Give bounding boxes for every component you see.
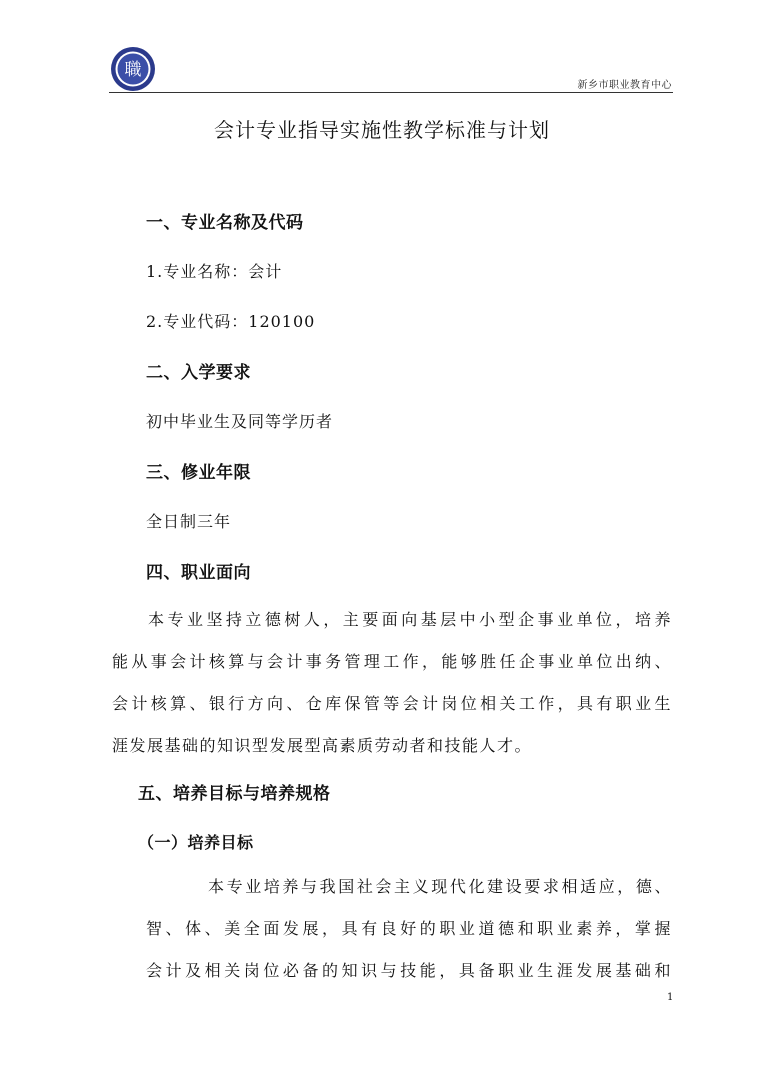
admission-text: 初中毕业生及同等学历者 bbox=[146, 412, 334, 431]
header-org-name: 新乡市职业教育中心 bbox=[577, 80, 672, 91]
section-heading-4: 四、职业面向 bbox=[146, 563, 251, 583]
paragraph-line: 能从事会计核算与会计事务管理工作，能够胜任企事业单位出纳、 bbox=[112, 652, 672, 671]
section-heading-2: 二、入学要求 bbox=[146, 363, 251, 383]
paragraph-line: 智、体、美全面发展，具有良好的职业道德和职业素养，掌握 bbox=[146, 919, 672, 938]
header-divider bbox=[109, 92, 673, 93]
paragraph-line: 会计核算、银行方向、仓库保管等会计岗位相关工作，具有职业生 bbox=[112, 694, 672, 713]
paragraph-line: 涯发展基础的知识型发展型高素质劳动者和技能人才。 bbox=[112, 736, 533, 755]
career-orientation-paragraph bbox=[112, 599, 672, 767]
school-logo-icon bbox=[110, 46, 156, 92]
subsection-heading-goals: （一）培养目标 bbox=[138, 833, 254, 852]
major-code-line: 2.专业代码：120100 bbox=[146, 312, 316, 331]
paragraph-line: 会计及相关岗位必备的知识与技能，具备职业生涯发展基础和 bbox=[146, 961, 672, 980]
section-heading-5: 五、培养目标与培养规格 bbox=[138, 784, 331, 804]
document-title: 会计专业指导实施性教学标准与计划 bbox=[214, 118, 550, 142]
section-heading-3: 三、修业年限 bbox=[146, 463, 251, 483]
paragraph-line: 本专业坚持立德树人，主要面向基层中小型企事业单位，培养 bbox=[148, 610, 672, 629]
section-heading-1: 一、专业名称及代码 bbox=[146, 213, 304, 233]
page-number: 1 bbox=[667, 992, 674, 1003]
major-name-line: 1.专业名称：会计 bbox=[146, 262, 283, 281]
training-goal-paragraph bbox=[146, 866, 672, 992]
duration-text: 全日制三年 bbox=[146, 512, 232, 531]
logo-glyph: 職 bbox=[124, 60, 142, 80]
paragraph-line: 本专业培养与我国社会主义现代化建设要求相适应，德、 bbox=[208, 877, 672, 896]
